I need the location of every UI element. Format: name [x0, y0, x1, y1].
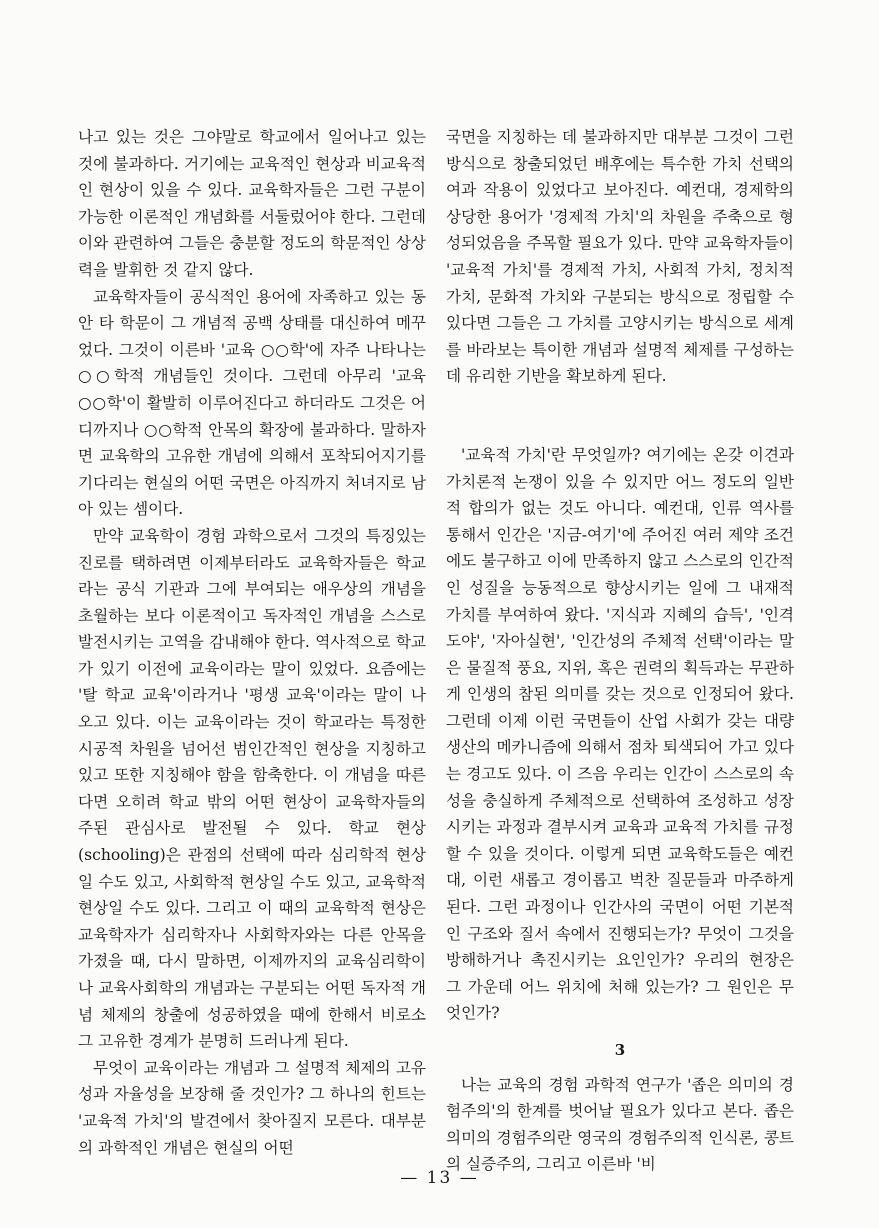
paragraph-4: 무엇이 교육이라는 개념과 그 설명적 체제의 고유성과 자율성을 보장해 줄 것인가? 그 하나의 힌트는 '교육적 가치'의 발견에서 찾아질지 모른다. 대부분의 과학적인 개념은 현실의 어떤 — [78, 1058, 426, 1157]
paragraph-gap — [446, 390, 794, 442]
section-number: 3 — [614, 1041, 626, 1059]
paragraph-7: 나는 교육의 경험 과학적 연구가 '좁은 의미의 경험주의'의 한계를 벗어날 필요가 있다고 본다. 좁은 의미의 경험주의란 영국의 경험주의적 인식론, 콩트의 실증주의, 그리고 이른바 '비 — [446, 1075, 794, 1174]
left-column — [78, 124, 426, 1161]
paragraph-2: 교육학자들이 공식적인 용어에 자족하고 있는 동안 타 학문이 그 개념적 공백 상태를 대신하여 메꾸었다. 그것이 이른바 '교육 ○○학'에 자주 나타나는 ○○학적 개념들인 것이다. 그런데 아무리 '교육 ○○학'이 활발히 이루어진다고 하더라도 그것은 어디까지나 ○○학적 안목의 확장에 불과하다. 말하자면 교육학의 고유한 개념에 의해서 포착되어지기를 기다리는 현실의 어떤 국면은 아직까지 처녀지로 남아 있는 셈이다. — [78, 287, 426, 519]
right-column — [446, 124, 794, 1178]
paragraph-1: 나고 있는 것은 그야말로 학교에서 일어나고 있는 것에 불과하다. 거기에는 교육적인 현상과 비교육적인 현상이 있을 수 있다. 교육학자들은 그런 구분이 가능한 이론적인 개념화를 서둘렀어야 한다. 그런데 이와 관련하여 그들은 충분할 정도의 학문적인 상상력을 발휘한 것 같지 않다. — [78, 128, 426, 279]
page-number: — 13 — — [400, 1168, 479, 1188]
paragraph-6: '교육적 가치'란 무엇일까? 여기에는 온갖 이견과 가치론적 논쟁이 있을 수 있지만 어느 정도의 일반적 합의가 없는 것도 아니다. 예컨대, 인류 역사를 통해서 인간은 '지금-여기'에 주어진 여러 제약 조건에도 불구하고 이에 만족하지 않고 스스로의 인간적인 성질을 능동적으로 향상시키는 일에 그 내재적 가치를 부여하여 왔다. '지식과 지혜의 습득', '인격도야', '자아실현', '인간성의 주체적 선택'이라는 말은 물질적 풍요, 지위, 혹은 권력의 획득과는 무관하게 인생의 참된 의미를 갖는 것으로 인정되어 왔다. 그런데 이제 이런 국면들이 산업 사회가 갖는 대량 생산의 메카니즘에 의해서 점차 퇴색되어 가고 있다는 경고도 있다. 이 즈음 우리는 인간이 스스로의 속성을 충실하게 주체적으로 선택하여 조성하고 성장시키는 과정과 결부시켜 교육과 교육적 가치를 규정할 수 있을 것이다. 이렇게 되면 교육학도들은 예컨대, 이런 새롭고 경이롭고 벅찬 질문들과 마주하게 된다. 그런 과정이나 인간사의 국면이 어떤 기본적인 구조와 질서 속에서 진행되는가? 무엇이 그것을 방해하거나 촉진시키는 요인인가? 우리의 현장은 그 가운데 어느 위치에 처해 있는가? 그 원인은 무엇인가? — [446, 445, 794, 1023]
paragraph-3: 만약 교육학이 경험 과학으로서 그것의 특징있는 진로를 택하려면 이제부터라도 교육학자들은 학교라는 공식 기관과 그에 부여되는 애우상의 개념을 초월하는 보다 이론적이고 독자적인 개념을 스스로 발전시키는 고역을 감내해야 한다. 역사적으로 학교가 있기 이전에 교육이라는 말이 있었다. 요즘에는 '탈 학교 교육'이라거나 '평생 교육'이라는 말이 나오고 있다. 이는 교육이라는 것이 학교라는 특정한 시공적 차원을 넘어선 범인간적인 현상을 지칭하고 있고 또한 지칭해야 함을 함축한다. 이 개념을 따른다면 오히려 학교 밖의 어떤 현상이 교육학자들의 주된 관심사로 발전될 수 있다. 학교 현상(schooling)은 관점의 선택에 따라 심리학적 현상일 수도 있고, 사회학적 현상일 수도 있고, 교육학적 현상일 수도 있다. 그리고 이 때의 교육학적 현상은 교육학자가 심리학자나 사회학자와는 다른 안목을 가졌을 때, 다시 말하면, 이제까지의 교육심리학이나 교육사회학의 개념과는 구분되는 어떤 독자적 개념 체제의 창출에 성공하였을 때에 한해서 비로소 그 고유한 경계가 분명히 드러나게 된다. — [78, 526, 426, 1051]
paragraph-5: 국면을 지칭하는 데 불과하지만 대부분 그것이 그런 방식으로 창출되었던 배후에는 특수한 가치 선택의 여과 작용이 있었다고 보아진다. 예컨대, 경제학의 상당한 용어가 '경제적 가치'의 차원을 주축으로 형성되었음을 주목할 필요가 있다. 만약 교육학자들이 '교육적 가치'를 경제적 가치, 사회적 가치, 정치적 가치, 문화적 가치와 구분되는 방식으로 정립할 수 있다면 그들은 그 가치를 고양시키는 방식으로 세계를 바라보는 특이한 개념과 설명적 체제를 구성하는 데 유리한 기반을 확보하게 된다. — [446, 128, 794, 386]
